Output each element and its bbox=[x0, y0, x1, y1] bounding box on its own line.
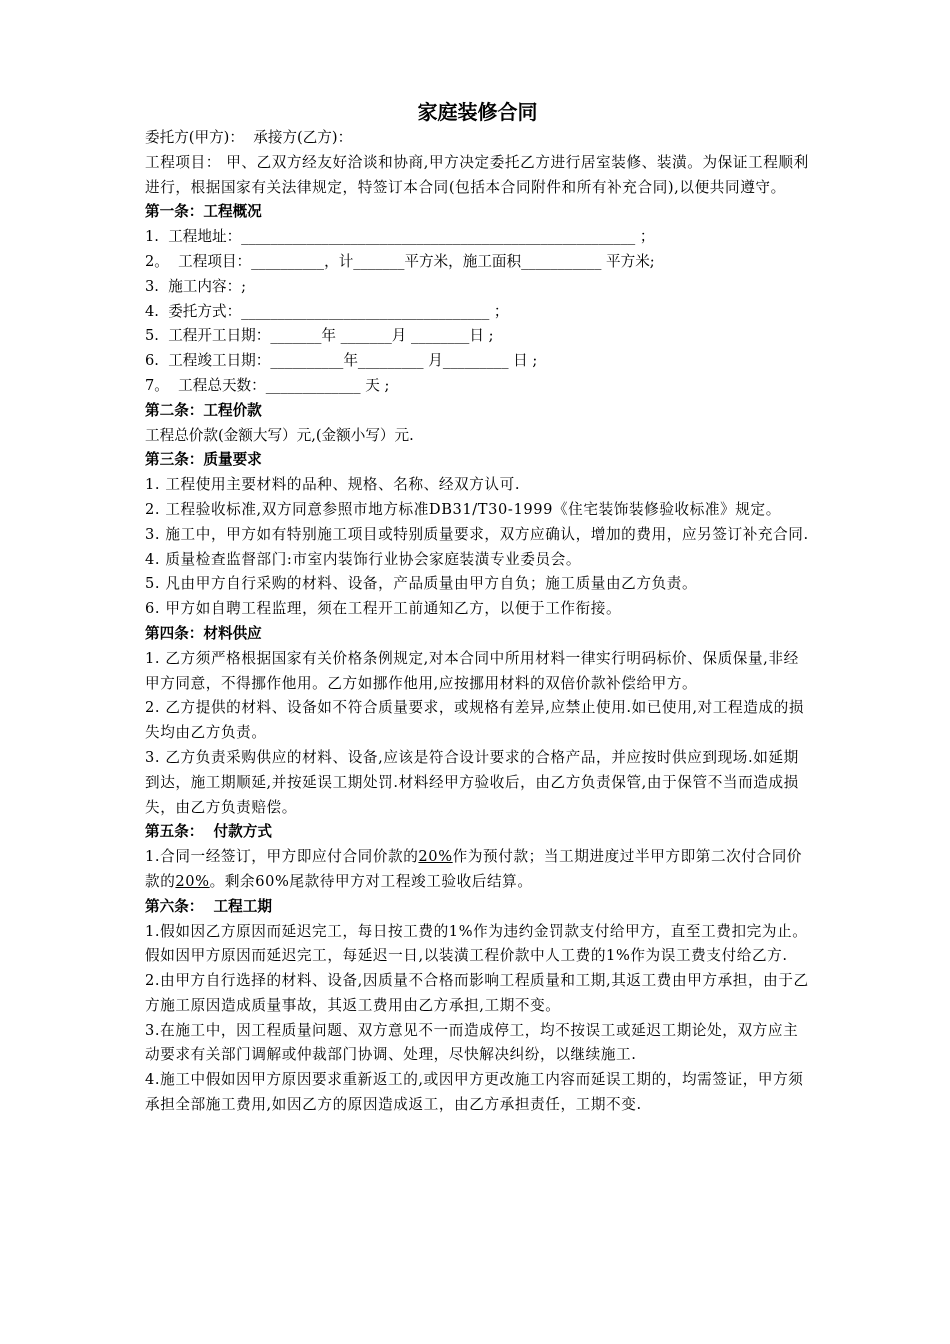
s3-item: 5. 凡由甲方自行采购的材料、设备，产品质量由甲方自负；施工质量由乙方负责。 bbox=[145, 575, 698, 593]
s3-item: 3. 施工中，甲方如有特别施工项目或特别质量要求，双方应确认，增加的费用，应另签订补充合同. bbox=[145, 525, 809, 543]
section-2-heading: 第二条：工程价款 bbox=[145, 401, 262, 419]
section-4-heading: 第四条：材料供应 bbox=[145, 624, 262, 642]
s2-text: 工程总价款(金额大写）元,(金额小写）元. bbox=[145, 426, 414, 444]
s4-item: 1. 乙方须严格根据国家有关价格条例规定,对本合同中所用材料一律实行明码标价、保质保量,非经甲方同意，不得挪作他用。乙方如挪作他用,应按挪用材料的双倍价款补偿给甲方。 bbox=[145, 649, 799, 692]
section-3-heading: 第三条：质量要求 bbox=[145, 451, 262, 469]
s6-item: 4.施工中假如因甲方原因要求重新返工的,或因甲方更改施工内容而延误工期的，均需签证，甲方须承担全部施工费用,如因乙方的原因造成返工，由乙方承担责任，工期不变. bbox=[145, 1071, 804, 1114]
s1-item: 3. 施工内容：; bbox=[145, 277, 247, 295]
s3-item: 6. 甲方如自聘工程监理，须在工程开工前通知乙方，以便于工作衔接。 bbox=[145, 600, 622, 618]
s6-item: 3.在施工中，因工程质量问题、双方意见不一而造成停工，均不按误工或延迟工期论处，双方应主动要求有关部门调解或仲裁部门协调、处理，尽快解决纠纷，以继续施工. bbox=[145, 1021, 799, 1064]
s1-item: 1. 工程地址：______________________________________________________ ； bbox=[145, 228, 655, 246]
s3-item: 2. 工程验收标准,双方同意参照市地方标准DB31/T30-1999《住宅装饰装修验收标准》规定。 bbox=[145, 500, 781, 518]
s3-item: 4. 质量检查监督部门:市室内装饰行业协会家庭装潢专业委员会。 bbox=[145, 550, 582, 568]
s5-percent-1: 20% bbox=[418, 848, 453, 866]
document-title: 家庭装修合同 bbox=[417, 100, 538, 124]
s1-item: 4. 委托方式：__________________________________ ； bbox=[145, 302, 509, 320]
s6-item: 1.假如因乙方原因而延迟完工，每日按工费的1%作为违约金罚款支付给甲方，直至工费扣完为止。假如因甲方原因而延迟完工，每延迟一日,以装潢工程价款中人工费的1%作为误工费支付给乙方. bbox=[145, 922, 808, 965]
intro-paragraph: 工程项目： 甲、乙双方经友好洽谈和协商,甲方决定委托乙方进行居室装修、装潢。为保证工程顺利进行，根据国家有关法律规定，特签订本合同(包括本合同附件和所有补充合同),以便共同遵守。 bbox=[145, 153, 809, 196]
s1-item: 6. 工程竣工日期：__________年_________ 月_________ 日 ; bbox=[145, 352, 538, 370]
s4-item: 2. 乙方提供的材料、设备如不符合质量要求，或规格有差异,应禁止使用.如已使用,对工程造成的损失均由乙方负责。 bbox=[145, 699, 805, 742]
s5-text-1: 1.合同一经签订，甲方即应付合同价款的 bbox=[145, 848, 419, 866]
s6-item: 2.由甲方自行选择的材料、设备,因质量不合格而影响工程质量和工期,其返工费由甲方承担，由于乙方施工原因造成质量事故，其返工费用由乙方承担,工期不变。 bbox=[145, 972, 809, 1014]
s5-payment-paragraph bbox=[145, 845, 810, 895]
s3-item: 1. 工程使用主要材料的品种、规格、名称、经双方认可. bbox=[145, 476, 521, 494]
s5-percent-2: 20% bbox=[175, 872, 210, 890]
section-6-heading: 第六条： 工程工期 bbox=[145, 897, 272, 915]
parties-line: 委托方(甲方)： 承接方(乙方)： bbox=[145, 129, 353, 146]
s1-item: 5. 工程开工日期：_______年 _______月 ________日 ; bbox=[145, 327, 494, 345]
section-1-heading: 第一条：工程概况 bbox=[145, 203, 262, 221]
s4-item: 3. 乙方负责采购供应的材料、设备,应该是符合设计要求的合格产品，并应按时供应到现场.如延期到达，施工期顺延,并按延误工期处罚.材料经甲方验收后，由乙方负责保管,由于保管不当而造成损失，由乙方负责赔偿。 bbox=[145, 748, 799, 816]
section-5-heading: 第五条： 付款方式 bbox=[145, 823, 272, 841]
contract-document bbox=[145, 98, 810, 1118]
s1-item: 7。 工程总天数：_____________ 天 ; bbox=[145, 376, 390, 394]
s5-text-3: 。剩余60%尾款待甲方对工程竣工验收后结算。 bbox=[209, 872, 533, 890]
s5-text-2: 作为预付款；当工期进度过半甲方即第二次付合同价款的 bbox=[145, 848, 803, 890]
s1-item: 2。 工程项目：__________，计_______平方米，施工面积___________ 平方米; bbox=[145, 252, 655, 270]
